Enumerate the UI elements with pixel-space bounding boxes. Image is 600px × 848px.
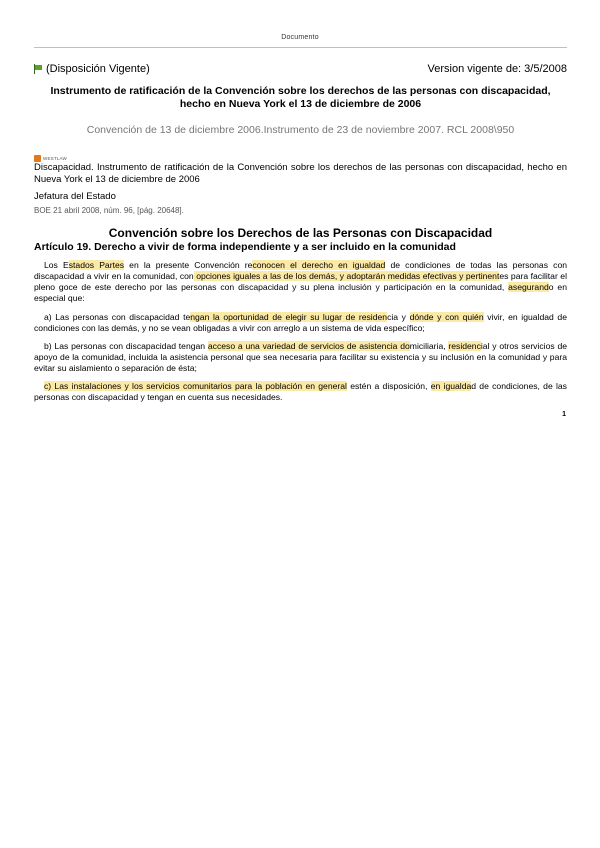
document-subtitle: Convención de 13 de diciembre 2006.Instrumento de 23 de noviembre 2007. RCL 2008\950 <box>86 124 515 136</box>
paragraph-text: estén a disposición, <box>346 381 431 391</box>
paragraph-text: ial y otros servicios de apoyo de la comunidad, incluida la asistencia personal que sea necesaria para facilitar su existencia y su inclusión en la comunidad y para evitar su aislamiento o separación de ésta; <box>34 341 568 373</box>
page-number: 1 <box>562 411 566 418</box>
status-row <box>34 63 567 77</box>
logo-mark-icon <box>34 155 41 162</box>
paragraph-text: d de condiciones, de las personas con discapacidad y tengan en cuenta sus necesidades. <box>34 381 567 402</box>
paragraph-b <box>34 341 567 374</box>
paragraph-text: b) Las personas con discapacidad tengan <box>44 341 208 351</box>
convention-heading: Convención sobre los Derechos de las Personas con Discapacidad <box>108 226 493 240</box>
paragraph-text: a) Las personas con discapacidad te <box>44 312 191 322</box>
highlighted-text: asegurand <box>508 282 549 292</box>
paragraph-text: vivir, en igualdad de condiciones con las demás, y no se vean obligadas a vivir con arreglo a un sistema de vida específico; <box>34 312 567 333</box>
document-title <box>34 85 567 111</box>
reference-boe: BOE 21 abril 2008, núm. 96, [pág. 20648]. <box>34 206 184 215</box>
version-label: Version vigente de: 3/5/2008 <box>427 63 567 75</box>
paragraph-text: Los E <box>44 260 69 270</box>
highlighted-text: residenc <box>448 341 481 351</box>
paragraph-text: en la presente Convención re <box>124 260 253 270</box>
highlighted-text: c) Las instalaciones y los servicios comunitarios para la población en general <box>44 381 347 391</box>
paragraph-text: es para facilitar el pleno goce de este derecho por las personas con discapacidad y su plena inclusión y participación en la comunidad, <box>34 271 567 292</box>
highlighted-text: opciones iguales a las de los demás, y adoptarán medidas efectivas y pertinent <box>193 271 500 281</box>
title-line-2: hecho en Nueva York el 13 de diciembre de 2006 <box>179 98 422 110</box>
paragraph-text: de condiciones de todas las personas con discapacidad a vivir en la comunidad, con <box>34 260 568 281</box>
reference-description: Discapacidad. Instrumento de ratificación de la Convención sobre los derechos de las personas con discapacidad, hecho en Nueva York el 13 de diciembre de 2006 <box>34 162 567 185</box>
highlighted-text: dónde y con quién <box>409 312 484 322</box>
paragraph-text: o en especial que: <box>34 282 567 303</box>
article-heading: Artículo 19. Derecho a vivir de forma independiente y a ser incluido en la comunidad <box>34 241 456 253</box>
header-divider <box>34 47 567 48</box>
paragraph-intro <box>34 260 567 304</box>
status-label: (Disposición Vigente) <box>46 63 150 75</box>
publisher-logo <box>34 154 67 162</box>
highlighted-text: acceso a una variedad de servicios de asistencia do <box>207 341 410 351</box>
title-line-1: Instrumento de ratificación de la Convención sobre los derechos de las personas con discapacidad, <box>50 85 551 97</box>
page-header: Documento <box>281 34 319 41</box>
logo-text: WESTLAW <box>43 155 67 161</box>
status-left <box>34 63 150 75</box>
paragraph-a <box>34 312 567 334</box>
highlighted-text: stados Partes <box>68 260 125 270</box>
reference-organism: Jefatura del Estado <box>34 191 116 202</box>
highlighted-text: conocen el derecho en igualdad <box>252 260 386 270</box>
paragraph-c <box>34 381 567 403</box>
paragraph-text: cia y <box>387 312 410 322</box>
highlighted-text: en igualda <box>430 381 472 391</box>
paragraph-text: miciliaria, <box>409 341 449 351</box>
highlighted-text: ngan la oportunidad de elegir su lugar de residen <box>190 312 388 322</box>
green-flag-icon <box>34 64 43 74</box>
